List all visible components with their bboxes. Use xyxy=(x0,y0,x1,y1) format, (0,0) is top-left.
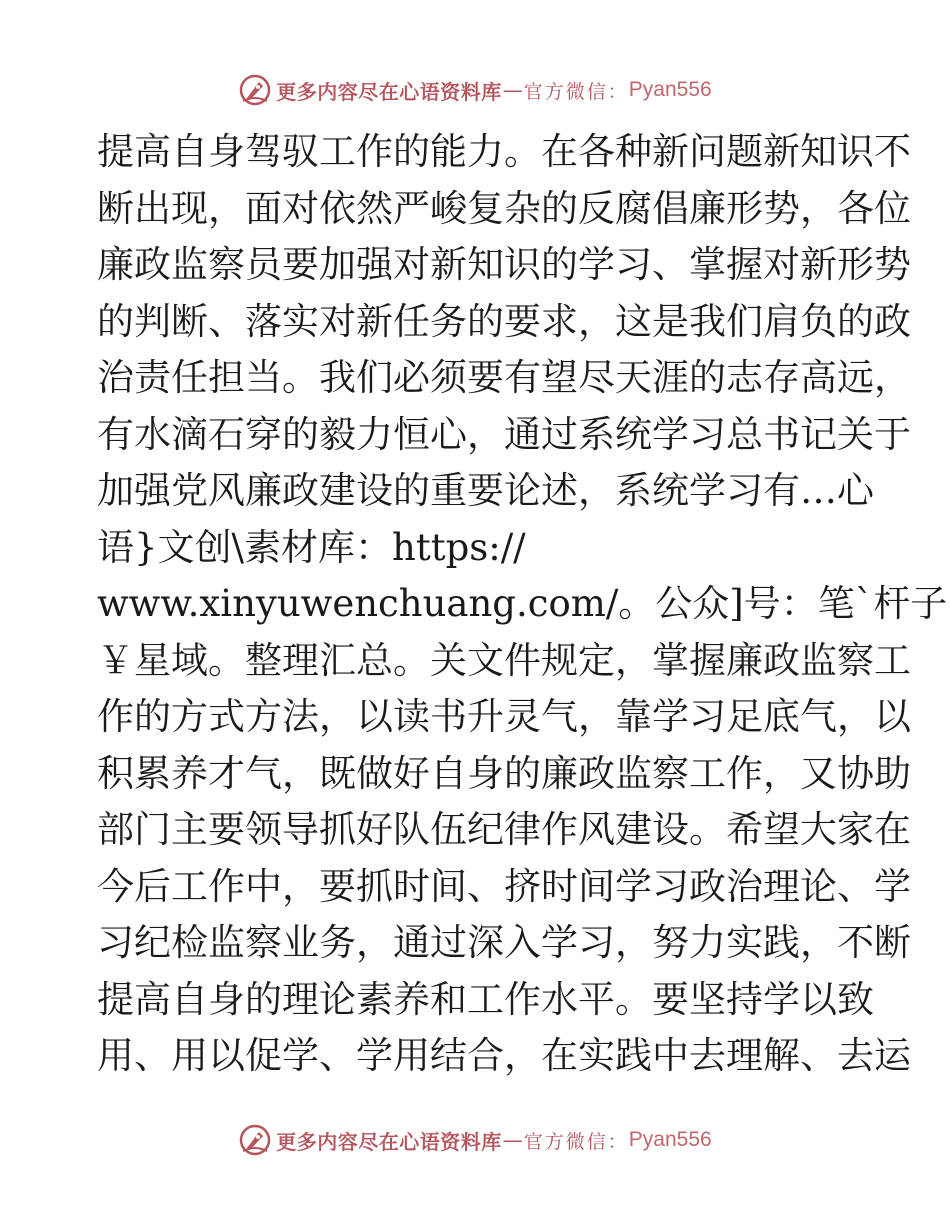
text-line: 有水滴石穿的毅力恒心，通过系统学习总书记关于 xyxy=(97,412,911,456)
banner-brand-text: 更多内容尽在心语资料库 xyxy=(276,1129,502,1154)
text-line: 今后工作中，要抓时间、挤时间学习政治理论、学 xyxy=(97,864,911,908)
header-watermark-banner xyxy=(0,70,950,110)
text-line: 提高自身的理论素养和工作水平。要坚持学以致 xyxy=(97,977,874,1021)
text-line: 用、用以促学、学用结合，在实践中去理解、去运 xyxy=(97,1034,911,1077)
pen-nib-logo-icon xyxy=(238,73,272,107)
text-line: ￥星域。整理汇总。关文件规定，掌握廉政监察工 xyxy=(97,638,911,682)
text-line: 作的方式方法，以读书升灵气，靠学习足底气，以 xyxy=(97,695,911,738)
pen-nib-logo-icon xyxy=(238,1123,272,1157)
text-line: 积累养才气，既做好自身的廉政监察工作，又协助 xyxy=(97,751,911,795)
banner-contact-label: 官方微信： xyxy=(523,1130,629,1153)
footer-watermark-banner xyxy=(0,1120,950,1160)
text-line: 语}文创\素材库：https:// xyxy=(97,525,526,569)
banner-separator: — xyxy=(502,1128,523,1152)
text-line: 提高自身驾驭工作的能力。在各种新问题新知识不 xyxy=(97,130,911,173)
banner-separator: — xyxy=(502,78,523,102)
text-line: 廉政监察员要加强对新知识的学习、掌握对新形势 xyxy=(97,243,911,286)
banner-contact-label: 官方微信： xyxy=(523,80,629,103)
text-line: 部门主要领导抓好队伍纪律作风建设。希望大家在 xyxy=(97,808,911,851)
banner-contact-id: Pyan556 xyxy=(628,78,712,101)
text-line: 的判断、落实对新任务的要求，这是我们肩负的政 xyxy=(97,299,911,343)
text-line: www.xinyuwenchuang.com/。公众]号：笔`杆子 xyxy=(97,582,948,625)
banner-brand-text: 更多内容尽在心语资料库 xyxy=(276,79,502,104)
banner-contact-id: Pyan556 xyxy=(628,1128,712,1151)
text-line: 加强党风廉政建设的重要论述，系统学习有…心 xyxy=(97,469,874,512)
text-line: 断出现，面对依然严峻复杂的反腐倡廉形势，各位 xyxy=(97,186,911,230)
text-line: 治责任担当。我们必须要有望尽天涯的志存高远， xyxy=(97,356,911,399)
document-body xyxy=(97,124,948,1085)
text-line: 习纪检监察业务，通过深入学习，努力实践，不断 xyxy=(97,921,911,964)
